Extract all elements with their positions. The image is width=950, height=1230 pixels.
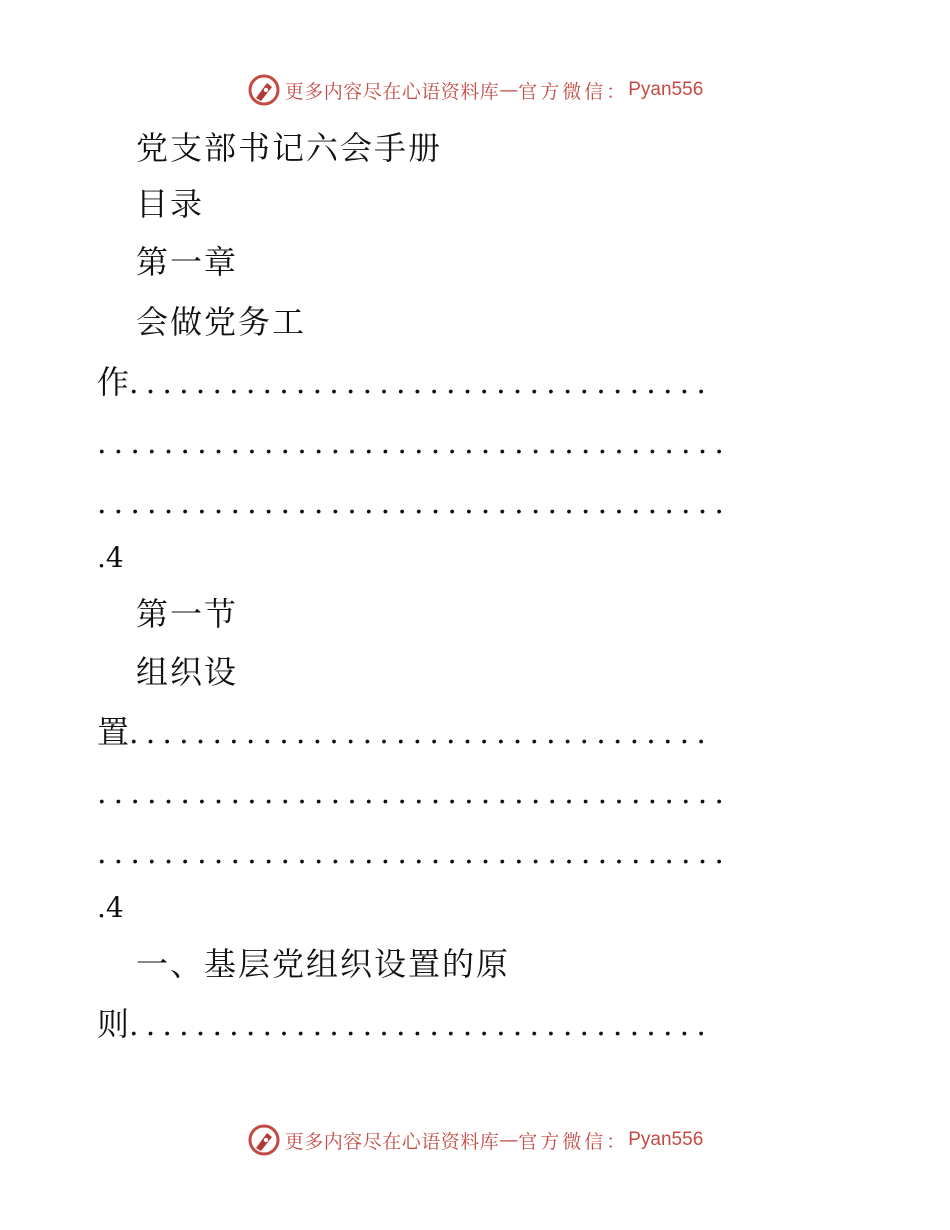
item-1-title-end: 则 [97,1005,130,1043]
section-1-page-number[interactable] [97,884,842,928]
watermark-wechat-id: Pyan556 [628,79,704,100]
chapter-1-title: 会做党务工 [136,303,307,341]
section-1-title-wrap[interactable] [97,710,842,754]
dot-leader: ...................................... [97,776,732,811]
watermark-text: 更多内容尽在心语资料库 [284,1130,500,1153]
page-number: .4 [97,891,124,924]
dot-leader-line [97,830,842,874]
dot-leader: ...................................... [97,836,732,871]
dot-leader-line [97,480,842,524]
item-1-title-wrap[interactable] [97,1002,842,1046]
chapter-1-title-end: 作 [97,363,130,401]
watermark-wechat-label: 官方微信： [518,1130,629,1153]
section-1-title: 组织设 [136,653,239,691]
dot-leader: ................................... [129,716,714,751]
pen-nib-logo-icon [247,1123,281,1157]
chapter-1-label: 第一章 [136,243,239,281]
dot-leader-line [97,420,842,464]
section-1-label: 第一节 [136,595,239,633]
dot-leader: ...................................... [97,486,732,521]
watermark-text: 更多内容尽在心语资料库 [284,80,500,103]
watermark-wechat-label: 官方微信： [518,80,629,103]
section-1-title-end: 置 [97,713,130,751]
document-title: 党支部书记六会手册 [136,129,443,167]
toc-heading: 目录 [136,185,205,223]
watermark-wechat-id: Pyan556 [628,1129,704,1150]
watermark-separator: — [499,79,519,101]
chapter-1-page-number[interactable] [97,534,842,578]
chapter-1-title-wrap[interactable] [97,360,842,404]
watermark-separator: — [499,1129,519,1151]
dot-leader: ...................................... [97,426,732,461]
dot-leader-line [97,770,842,814]
dot-leader: ................................... [129,1008,714,1043]
footer-watermark [0,1122,950,1158]
dot-leader: ................................... [129,366,714,401]
page-number: .4 [97,541,124,574]
item-1-title: 一、基层党组织设置的原 [136,945,511,983]
